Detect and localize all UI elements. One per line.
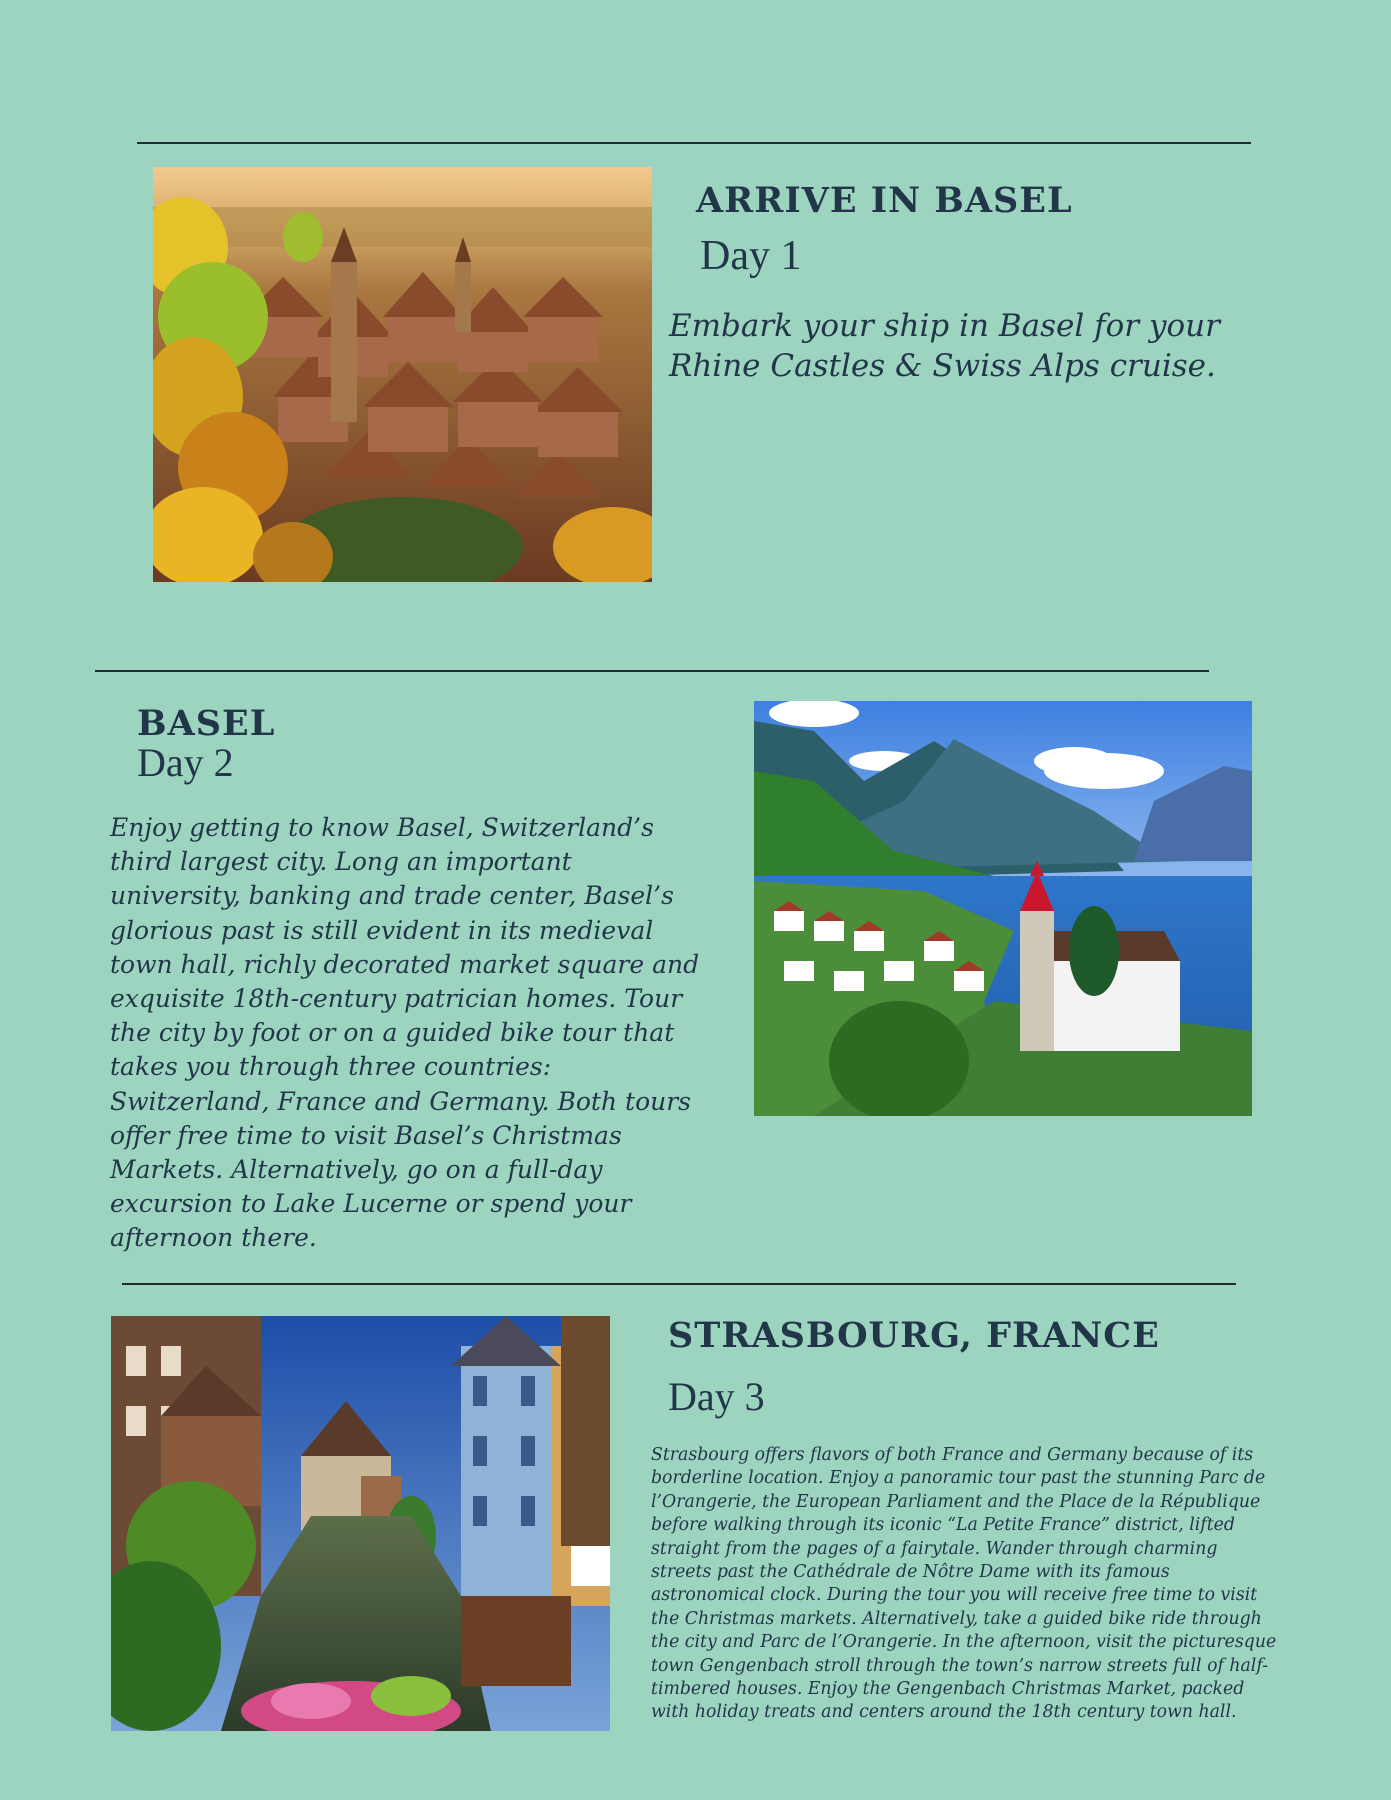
section-description: Enjoy getting to know Basel, Switzerland’s third largest city. Long an important university, banking and trade center, Basel’s glorious past is still evident in its medieval town hall, richly decorated market square and exquisite 18th-century patrician homes. Tour the city by foot or on a guided bike tour that takes you through three countries: Switzerland, France and Germany. Both tours offer free time to visit Basel’s Christmas Markets. Alternatively, go on a full-day excursion to Lake Lucerne or spend your afternoon there. [110, 813, 700, 1253]
section-divider [95, 670, 1209, 672]
day-label: Day 1 [700, 233, 802, 279]
section-description: Strasbourg offers flavors of both France and Germany because of its borderline location. Enjoy a panoramic tour past the stunning Parc de l’Orangerie, the European Parliament and the Place de la République before walking through its iconic “La Petite France” district, lifted straight from the pages of a fairytale. Wander through charming streets past the Cathédrale de Nôtre Dame with its famous astronomical clock. During the tour you will receive free time to visit the Christmas markets. Alternatively, take a guided bike ride through the city and Parc de l’Orangerie. In the afternoon, visit the picturesque town Gengenbach stroll through the town’s narrow streets full of half-timbered houses. Enjoy the Gengenbach Christmas Market, packed with holiday treats and centers around the 18th century town hall. [651, 1445, 1277, 1723]
village-vineyard-photo [153, 167, 652, 582]
section-description: Embark your ship in Basel for your Rhine Castles & Swiss Alps cruise. [669, 308, 1220, 384]
lake-lucerne-photo [754, 701, 1252, 1116]
day-label: Day 3 [668, 1374, 765, 1419]
section-divider [122, 1283, 1236, 1285]
section-heading: ARRIVE IN BASEL [696, 180, 1073, 221]
day-label: Day 2 [137, 740, 234, 785]
petite-france-canal-photo [111, 1316, 610, 1731]
section-divider [137, 142, 1251, 144]
section-heading: BASEL [137, 703, 276, 744]
section-heading: STRASBOURG, FRANCE [668, 1315, 1160, 1356]
